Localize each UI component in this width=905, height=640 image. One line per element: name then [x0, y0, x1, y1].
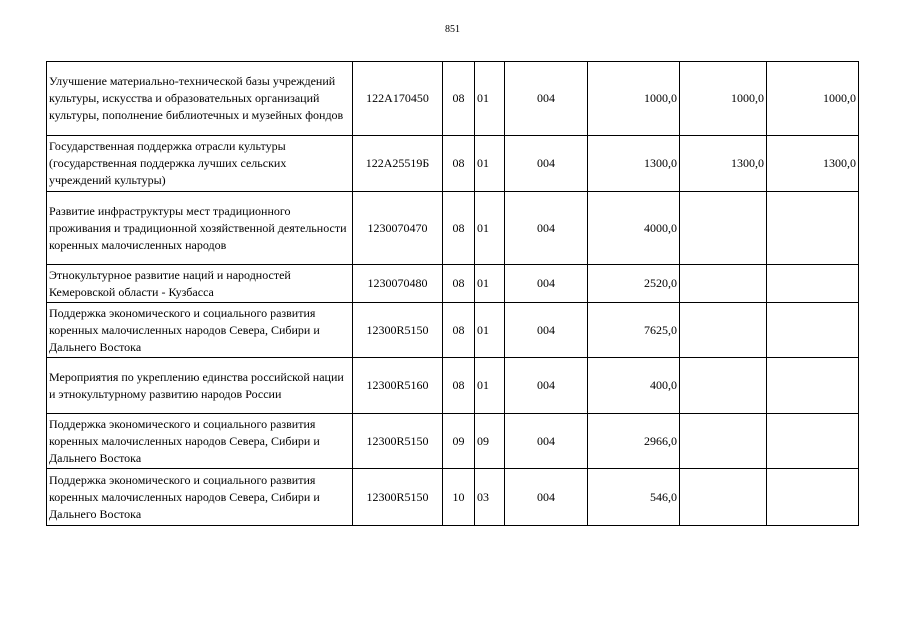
expense-type: 004	[505, 265, 588, 303]
item-name: Улучшение материально-технической базы учреждений культуры, искусства и образовательных организаций культуры, пополнение библиотечных и музейных фондов	[47, 62, 353, 136]
subsection: 03	[475, 469, 505, 526]
section: 08	[443, 136, 475, 192]
item-name: Развитие инфраструктуры мест традиционного проживания и традиционной хозяйственной деятельности коренных малочисленных народов	[47, 192, 353, 265]
target-code: 12300R5150	[353, 414, 443, 469]
amount-3: 1300,0	[767, 136, 859, 192]
amount-3	[767, 303, 859, 358]
amount-3	[767, 358, 859, 414]
amount-1: 400,0	[588, 358, 680, 414]
table-row	[47, 414, 859, 469]
amount-2	[680, 358, 767, 414]
target-code: 1230070480	[353, 265, 443, 303]
target-code: 12300R5150	[353, 469, 443, 526]
expense-type: 004	[505, 192, 588, 265]
expense-type: 004	[505, 358, 588, 414]
amount-2	[680, 303, 767, 358]
item-name: Поддержка экономического и социального развития коренных малочисленных народов Севера, Сибири и Дальнего Востока	[47, 414, 353, 469]
amount-3	[767, 414, 859, 469]
section: 09	[443, 414, 475, 469]
amount-2: 1300,0	[680, 136, 767, 192]
amount-1: 1000,0	[588, 62, 680, 136]
section: 08	[443, 192, 475, 265]
subsection: 01	[475, 265, 505, 303]
section: 08	[443, 265, 475, 303]
amount-1: 2520,0	[588, 265, 680, 303]
subsection: 01	[475, 358, 505, 414]
amount-3	[767, 469, 859, 526]
amount-3: 1000,0	[767, 62, 859, 136]
expense-type: 004	[505, 469, 588, 526]
amount-2	[680, 265, 767, 303]
subsection: 01	[475, 303, 505, 358]
expense-type: 004	[505, 62, 588, 136]
target-code: 12300R5150	[353, 303, 443, 358]
section: 08	[443, 62, 475, 136]
subsection: 01	[475, 62, 505, 136]
page-number: 851	[445, 24, 460, 35]
amount-2	[680, 469, 767, 526]
amount-3	[767, 192, 859, 265]
subsection: 01	[475, 192, 505, 265]
item-name: Мероприятия по укреплению единства российской нации и этнокультурному развитию народов России	[47, 358, 353, 414]
amount-1: 7625,0	[588, 303, 680, 358]
item-name: Поддержка экономического и социального развития коренных малочисленных народов Севера, Сибири и Дальнего Востока	[47, 469, 353, 526]
amount-2	[680, 414, 767, 469]
subsection: 09	[475, 414, 505, 469]
amount-1: 4000,0	[588, 192, 680, 265]
amount-1: 2966,0	[588, 414, 680, 469]
table-row	[47, 469, 859, 526]
amount-1: 546,0	[588, 469, 680, 526]
expense-type: 004	[505, 303, 588, 358]
table-row	[47, 358, 859, 414]
expense-type: 004	[505, 414, 588, 469]
table-row	[47, 62, 859, 136]
expense-type: 004	[505, 136, 588, 192]
table-row	[47, 136, 859, 192]
amount-2: 1000,0	[680, 62, 767, 136]
budget-table	[46, 61, 859, 526]
item-name: Поддержка экономического и социального развития коренных малочисленных народов Севера, Сибири и Дальнего Востока	[47, 303, 353, 358]
subsection: 01	[475, 136, 505, 192]
table-row	[47, 265, 859, 303]
target-code: 1230070470	[353, 192, 443, 265]
section: 08	[443, 303, 475, 358]
table-row	[47, 303, 859, 358]
section: 10	[443, 469, 475, 526]
item-name: Государственная поддержка отрасли культуры (государственная поддержка лучших сельских учреждений культуры)	[47, 136, 353, 192]
target-code: 12300R5160	[353, 358, 443, 414]
item-name: Этнокультурное развитие наций и народностей Кемеровской области - Кузбасса	[47, 265, 353, 303]
target-code: 122A170450	[353, 62, 443, 136]
amount-3	[767, 265, 859, 303]
amount-1: 1300,0	[588, 136, 680, 192]
target-code: 122A25519Б	[353, 136, 443, 192]
table-row	[47, 192, 859, 265]
section: 08	[443, 358, 475, 414]
amount-2	[680, 192, 767, 265]
